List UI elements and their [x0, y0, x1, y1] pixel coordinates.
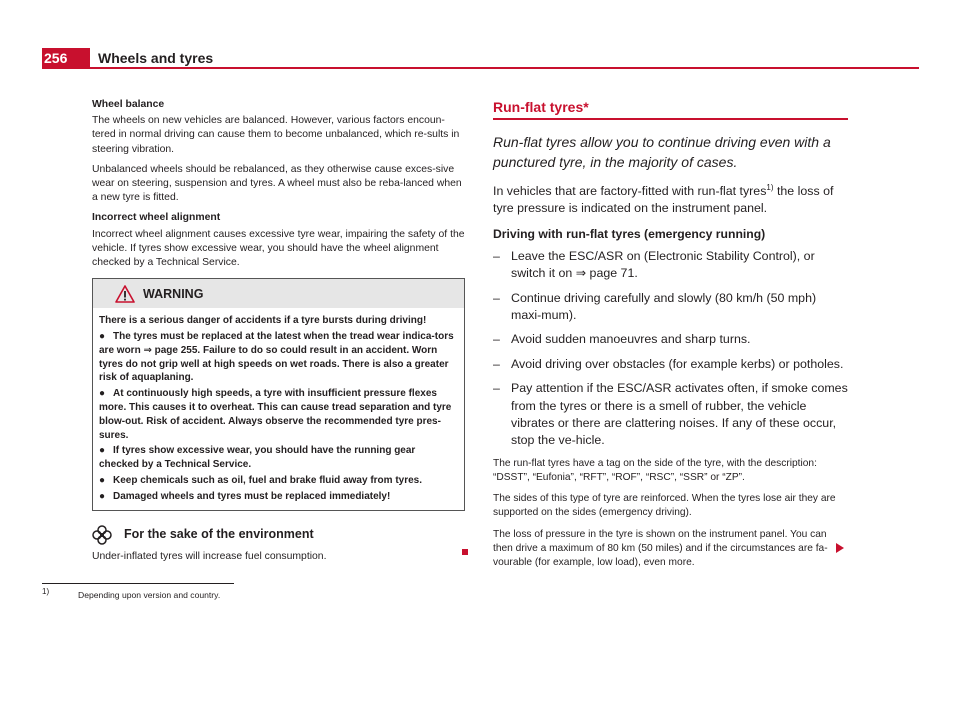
warning-header: [93, 279, 464, 308]
dash-list-item: – Leave the ESC/ASR on (Electronic Stability Control), or switch it on ⇒ page 71.: [493, 248, 849, 283]
environment-flower-icon: [92, 525, 112, 545]
run-flat-paragraph-2: The run-flat tyres have a tag on the side of the tyre, with the description: “DSST”, “Eufonia”, “RFT”, “ROF”, “RSC”, “SSR” or “ZP”.: [493, 457, 817, 483]
run-flat-title-rule: [493, 118, 848, 120]
warning-body: [93, 308, 464, 509]
warning-bullet-text: The tyres must be replaced at the latest when the tread wear indica-tors are worn ⇒ page 255. Failure to do so could result in an accident. Worn tyres do not grip well at high speeds on wet roads. There is also a greater risk of aquaplaning.: [99, 331, 454, 384]
wheel-balance-paragraph-1: The wheels on new vehicles are balanced. However, various factors encoun-tered in normal driving can cause them to become unbalanced, which re-sults in steering vibration.: [92, 115, 460, 155]
warning-title: WARNING: [143, 286, 204, 301]
run-flat-intro: Run-flat tyres allow you to continue driving even with a punctured tyre, in the majority of cases.: [493, 133, 831, 170]
run-flat-title: Run-flat tyres*: [493, 99, 589, 115]
environment-title: For the sake of the environment: [124, 527, 314, 542]
dash-list-item: – Avoid sudden manoeuvres and sharp turns.: [493, 331, 849, 348]
dash-list-item-text: Continue driving carefully and slowly (80 km/h (50 mph) maxi-mum).: [511, 290, 817, 322]
page-number: 256: [42, 48, 90, 68]
warning-box: [92, 278, 465, 510]
dash-list-item-text: Pay attention if the ESC/ASR activates often, if smoke comes from the tyres or there is a smell of rubber, the vehicle vibrates or there are clattering noises. If any of these occur, stop the ve-hicle.: [511, 381, 848, 448]
left-column: [92, 98, 465, 564]
dash-list-item-text: Avoid sudden manoeuvres and sharp turns.: [511, 332, 751, 347]
wheel-alignment-heading: Incorrect wheel alignment: [92, 212, 221, 224]
dash-list-item: – Pay attention if the ESC/ASR activates often, if smoke comes from the tyres or there is a smell of rubber, the vehicle vibrates or there are clattering noises. If any of these occur, stop the ve-hicle.: [493, 380, 849, 450]
section-end-marker: [462, 549, 468, 555]
footnote-reference: 1): [766, 182, 774, 192]
warning-bullet: ● If tyres show excessive wear, you should have the running gear checked by a Technical Service.: [99, 445, 416, 471]
header-rule: [42, 67, 919, 69]
run-flat-p1-start: In vehicles that are factory-fitted with run-flat tyres: [493, 183, 767, 198]
emergency-running-heading: Driving with run-flat tyres (emergency running): [493, 226, 766, 241]
warning-bullet: ● Damaged wheels and tyres must be replaced immediately!: [99, 490, 391, 502]
run-flat-paragraph-1: [493, 183, 849, 218]
footnote: $^{1)}$ Depending upon version and country.: [42, 587, 221, 600]
run-flat-paragraph-3: The sides of this type of tyre are reinforced. When the tyres lose air they are supported on the sides (emergency driving).: [493, 493, 836, 519]
right-column: [493, 100, 849, 570]
wheel-balance-heading: Wheel balance: [92, 99, 165, 110]
warning-bullet-text: Keep chemicals such as oil, fuel and brake fluid away from tyres.: [113, 475, 422, 486]
run-flat-paragraph-4: The loss of pressure in the tyre is shown on the instrument panel. You can then drive a maximum of 80 km (50 miles) and if the circumstances are fa-vourable (for example, low load), even more.: [493, 528, 828, 568]
warning-bullet-text: If tyres show excessive wear, you should have the running gear checked by a Technical Service.: [99, 445, 416, 471]
wheel-balance-paragraph-2: Unbalanced wheels should be rebalanced, as they otherwise cause exces-sive wear on steering, suspension and tyres. A wheel must also be reba-lanced when a new tyre is fitted.: [92, 163, 462, 204]
dash-list-item: – Continue driving carefully and slowly (80 km/h (50 mph) maxi-mum).: [493, 290, 849, 325]
continue-arrow-icon: [836, 543, 844, 553]
dash-list-item-text: Avoid driving over obstacles (for example kerbs) or potholes.: [511, 356, 844, 371]
footnote-rule: [42, 583, 234, 584]
dash-list-item-text: Leave the ESC/ASR on (Electronic Stability Control), or switch it on ⇒ page 71.: [511, 248, 815, 281]
wheel-alignment-paragraph: Incorrect wheel alignment causes excessive tyre wear, impairing the safety of the vehicle. If tyres show excessive wear, you should have the wheel alignment checked by a Technical Service.: [92, 228, 465, 269]
page-header-title: Wheels and tyres: [98, 50, 214, 66]
run-flat-p1-end: the loss of tyre pressure is indicated on the instrument panel.: [493, 183, 834, 215]
warning-bullet: ● At continuously high speeds, a tyre with insufficient pressure flexes more. This causes it to overheat. This can cause tread separation and tyre blow-out. Risk of accident. Always observe the recommended tyre pres-sures.: [99, 388, 452, 441]
dash-list-item: – Avoid driving over obstacles (for example kerbs) or potholes.: [493, 356, 849, 373]
warning-intro: There is a serious danger of accidents if a tyre bursts during driving!: [99, 315, 427, 327]
warning-bullet: ● Keep chemicals such as oil, fuel and brake fluid away from tyres.: [99, 475, 422, 486]
warning-bullet-text: Damaged wheels and tyres must be replaced immediately!: [113, 490, 391, 502]
footnote-text: Depending upon version and country.: [78, 590, 221, 600]
warning-bullet: ● The tyres must be replaced at the latest when the tread wear indica-tors are worn ⇒ page 255. Failure to do so could result in an accident. Worn tyres do not grip well at high speeds on wet roads. There is also a greater risk of aquaplaning.: [99, 331, 454, 384]
environment-text: Under-inflated tyres will increase fuel consumption.: [92, 550, 327, 562]
warning-bullet-text: At continuously high speeds, a tyre with insufficient pressure flexes more. This causes it to overheat. This can cause tread separation and tyre blow-out. Risk of accident. Always observe the recommended tyre pres-sures.: [99, 388, 452, 441]
environment-heading: [92, 525, 465, 545]
warning-triangle-icon: [115, 285, 135, 303]
